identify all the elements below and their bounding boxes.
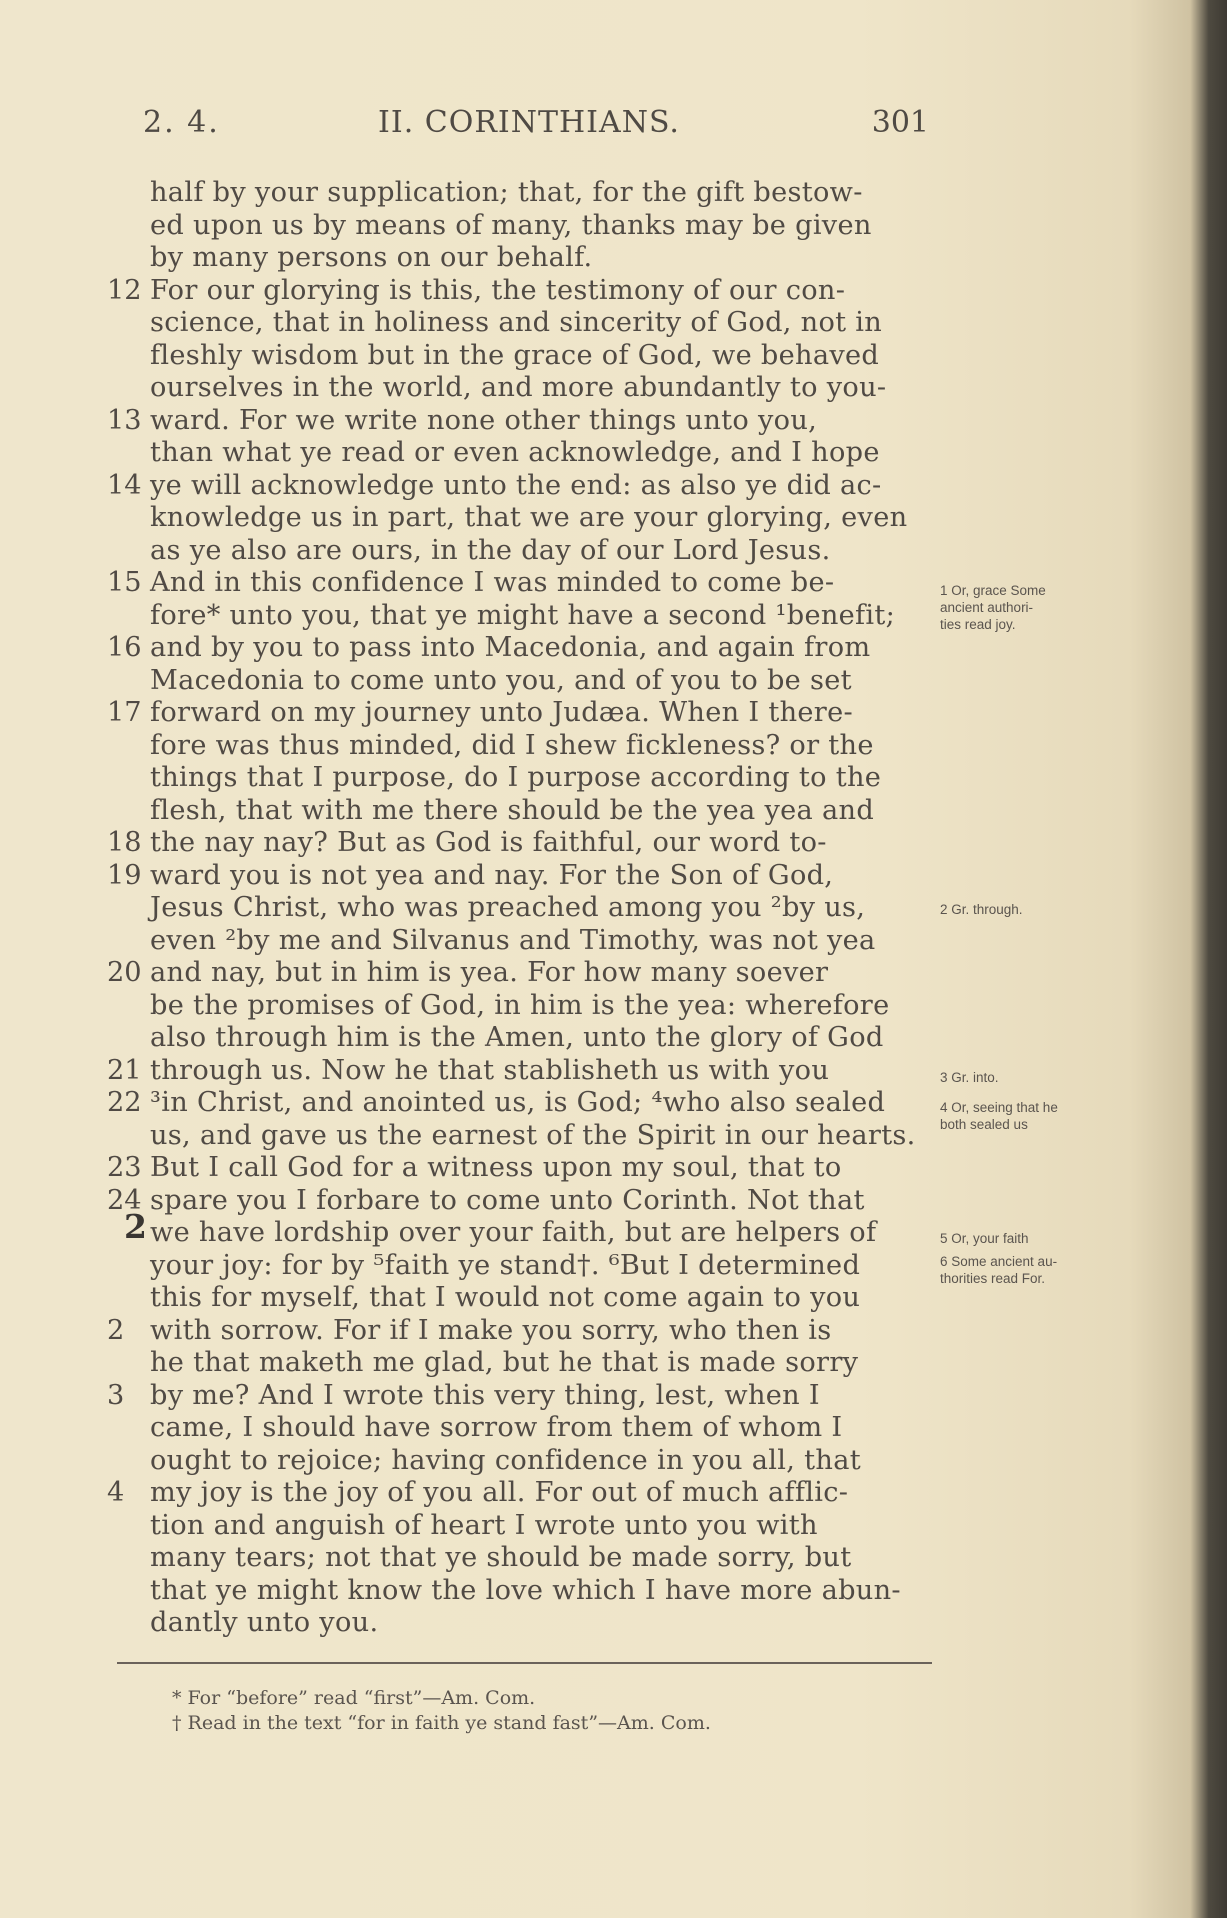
verse-number: 19 <box>107 860 142 891</box>
text-line <box>150 697 932 729</box>
text-line-content: dantly unto you. <box>150 1607 379 1638</box>
text-line-content: ward you is not yea and nay. For the Son of God, <box>150 860 834 891</box>
text-line-content: flesh, that with me there should be the yea yea and <box>150 795 875 826</box>
text-line <box>150 665 932 697</box>
text-line-content: this for myself, that I would not come again to you <box>150 1282 861 1313</box>
text-line <box>150 1120 932 1152</box>
text-line <box>150 1087 932 1119</box>
text-line <box>150 1250 932 1282</box>
text-line-content: came, I should have sorrow from them of whom I <box>150 1412 843 1443</box>
text-line <box>150 307 932 339</box>
text-line <box>150 1185 932 1217</box>
text-line <box>150 177 932 209</box>
margin-note-6: 6 Some ancient au- thorities read For. <box>940 1254 1058 1286</box>
text-line-content: half by your supplication; that, for the gift bestow- <box>150 177 863 208</box>
text-line <box>150 1217 932 1249</box>
text-line-content: many tears; not that ye should be made sorry, but <box>150 1542 852 1573</box>
text-line <box>150 762 932 794</box>
text-line <box>150 1575 932 1607</box>
text-line <box>150 372 932 404</box>
verse-number: 14 <box>107 470 142 501</box>
text-line-content: ye will acknowledge unto the end: as also ye did ac- <box>150 470 882 501</box>
footnote-1: * For “before” read “first”—Am. Com. <box>172 1687 536 1709</box>
verse-number: 17 <box>107 697 142 728</box>
text-line-content: through us. Now he that stablisheth us with you <box>150 1055 830 1086</box>
text-line-content: be the promises of God, in him is the yea: wherefore <box>150 990 890 1021</box>
verse-number: 16 <box>107 632 142 663</box>
text-line <box>150 1022 932 1054</box>
text-line-content: And in this confidence I was minded to come be- <box>150 567 835 598</box>
text-line-content: by many persons on our behalf. <box>150 242 593 273</box>
text-line-content: even ²by me and Silvanus and Timothy, was not yea <box>150 925 876 956</box>
text-line <box>150 1380 932 1412</box>
text-line-content: ourselves in the world, and more abundantly to you- <box>150 372 887 403</box>
text-line <box>150 795 932 827</box>
text-line-content: your joy: for by ⁵faith ye stand†. ⁶But I determined <box>150 1250 861 1281</box>
text-line <box>150 535 932 567</box>
text-line-content: and nay, but in him is yea. For how many soever <box>150 957 829 988</box>
text-line <box>150 567 932 599</box>
text-line <box>150 730 932 762</box>
text-line-content: fleshly wisdom but in the grace of God, we behaved <box>150 340 880 371</box>
text-line-content: forward on my journey unto Judæa. When I there- <box>150 697 853 728</box>
verse-number: 3 <box>107 1380 125 1411</box>
text-line <box>150 1445 932 1477</box>
text-line-content: knowledge us in part, that we are your glorying, even <box>150 502 908 533</box>
text-line <box>150 1347 932 1379</box>
text-line <box>150 340 932 372</box>
text-line <box>150 502 932 534</box>
text-line-content: fore* unto you, that ye might have a second ¹benefit; <box>150 600 896 631</box>
text-line <box>150 1152 932 1184</box>
text-line-content: ward. For we write none other things unto you, <box>150 405 818 436</box>
text-line <box>150 892 932 924</box>
verse-number: 4 <box>107 1477 125 1508</box>
text-line-content: us, and gave us the earnest of the Spirit in our hearts. <box>150 1120 916 1151</box>
text-line-content: For our glorying is this, the testimony of our con- <box>150 275 846 306</box>
page-number: 301 <box>871 105 929 140</box>
text-line <box>150 210 932 242</box>
margin-note-1: 1 Or, grace Some ancient authori- ties read joy. <box>940 583 1046 632</box>
verse-number: 21 <box>107 1055 142 1086</box>
chapter-verse-ref: 2. 4. <box>143 105 220 140</box>
verse-number: 12 <box>107 275 142 306</box>
margin-note-2: 2 Gr. through. <box>940 902 1023 917</box>
text-line <box>150 437 932 469</box>
verse-number: 2 <box>107 1315 125 1346</box>
text-line <box>150 1607 932 1639</box>
verse-number: 13 <box>107 405 142 436</box>
verse-number: 22 <box>107 1087 142 1118</box>
text-line-content: my joy is the joy of you all. For out of much afflic- <box>150 1477 849 1508</box>
text-line-content: that ye might know the love which I have more abun- <box>150 1575 901 1606</box>
text-line-content: things that I purpose, do I purpose according to the <box>150 762 882 793</box>
text-line-content: and by you to pass into Macedonia, and again from <box>150 632 871 663</box>
margin-note-3: 3 Gr. into. <box>940 1070 999 1085</box>
text-line-content: Jesus Christ, who was preached among you ²by us, <box>150 892 866 923</box>
chapter-number: 2 <box>124 1207 147 1246</box>
text-line-content: also through him is the Amen, unto the glory of God <box>150 1022 884 1053</box>
text-line-content: than what ye read or even acknowledge, and I hope <box>150 437 880 468</box>
text-line <box>150 632 932 664</box>
text-line <box>150 600 932 632</box>
text-line-content: fore was thus minded, did I shew fickleness? or the <box>150 730 874 761</box>
margin-note-4: 4 Or, seeing that he both sealed us <box>940 1100 1058 1132</box>
text-line-content: by me? And I wrote this very thing, lest, when I <box>150 1380 820 1411</box>
text-line-content: science, that in holiness and sincerity of God, not in <box>150 307 883 338</box>
text-line <box>150 242 932 274</box>
verse-number: 23 <box>107 1152 142 1183</box>
text-line <box>150 1055 932 1087</box>
text-line-content: as ye also are ours, in the day of our Lord Jesus. <box>150 535 831 566</box>
text-line-content: the nay nay? But as God is faithful, our word to- <box>150 827 827 858</box>
text-line <box>150 1542 932 1574</box>
text-line <box>150 1510 932 1542</box>
text-line <box>150 1477 932 1509</box>
text-line <box>150 827 932 859</box>
verse-number: 24 <box>107 1185 142 1216</box>
text-line-content: Macedonia to come unto you, and of you to be set <box>150 665 852 696</box>
verse-number: 18 <box>107 827 142 858</box>
text-line-content: tion and anguish of heart I wrote unto you with <box>150 1510 818 1541</box>
text-line-content: spare you I forbare to come unto Corinth. Not that <box>150 1185 865 1216</box>
footnote-divider <box>117 1662 932 1664</box>
running-header <box>143 105 933 149</box>
text-line-content: he that maketh me glad, but he that is made sorry <box>150 1347 859 1378</box>
text-line-content: with sorrow. For if I make you sorry, who then is <box>150 1315 832 1346</box>
text-line <box>150 990 932 1022</box>
text-line <box>150 1412 932 1444</box>
verse-number: 20 <box>107 957 142 988</box>
verse-number: 15 <box>107 567 142 598</box>
text-line-content: we have lordship over your faith, but are helpers of <box>150 1217 877 1248</box>
text-line <box>150 275 932 307</box>
text-line-content: But I call God for a witness upon my soul, that to <box>150 1152 842 1183</box>
text-line <box>150 1315 932 1347</box>
text-line <box>150 405 932 437</box>
text-line <box>150 1282 932 1314</box>
text-line <box>150 957 932 989</box>
book-title: II. CORINTHIANS. <box>378 105 680 140</box>
margin-note-5: 5 Or, your faith <box>940 1231 1029 1246</box>
footnote-2: † Read in the text “for in faith ye stand fast”—Am. Com. <box>172 1712 711 1734</box>
text-line <box>150 470 932 502</box>
text-line <box>150 925 932 957</box>
text-line-content: ought to rejoice; having confidence in you all, that <box>150 1445 861 1476</box>
text-line-content: ³in Christ, and anointed us, is God; ⁴who also sealed <box>150 1087 886 1118</box>
text-line <box>150 860 932 892</box>
text-line-content: ed upon us by means of many, thanks may be given <box>150 210 872 241</box>
